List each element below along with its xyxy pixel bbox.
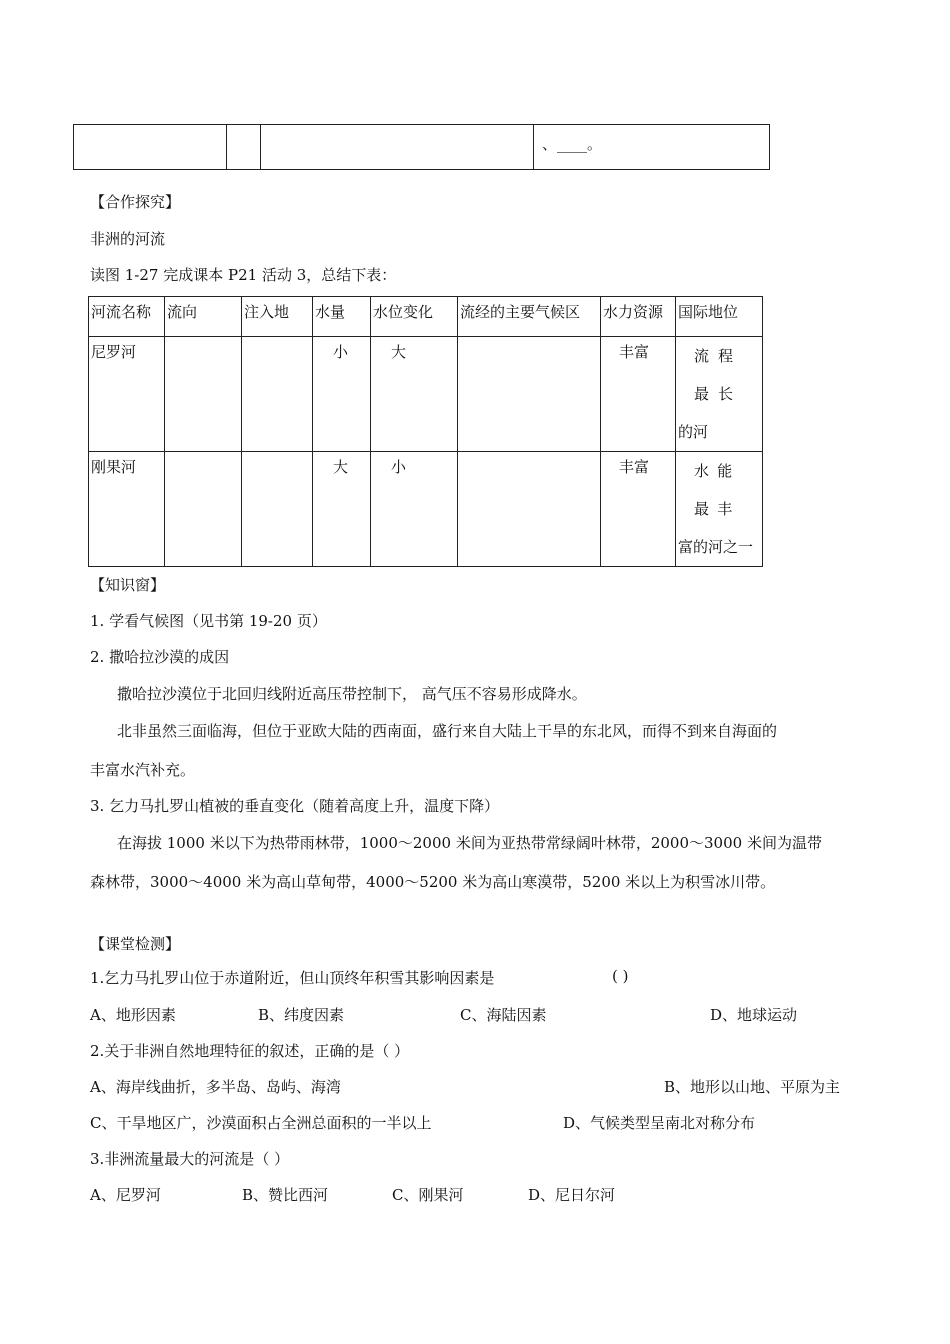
volume-value: 小	[333, 343, 349, 361]
question-1: 1.乞力马扎罗山位于赤道附近，但山顶终年积雪其影响因素是	[90, 969, 495, 987]
hydro-value: 丰富	[619, 458, 650, 476]
q2-option-a: A、海岸线曲折，多半岛、岛屿、海湾	[90, 1078, 341, 1096]
into-cell	[242, 452, 313, 567]
status-cell	[676, 452, 763, 567]
question-2: 2.关于非洲自然地理特征的叙述，正确的是（ ）	[90, 1042, 410, 1060]
river-name-cell: 刚果河	[89, 452, 165, 567]
knowledge-item-2: 2. 撒哈拉沙漠的成因	[90, 648, 230, 666]
section-heading-check: 【课堂检测】	[90, 935, 181, 953]
header-cell: 水位变化	[371, 297, 458, 337]
q3-option-a: A、尼罗河	[90, 1186, 161, 1204]
table-cell	[74, 125, 227, 170]
knowledge-paragraph: 丰富水汽补充。	[90, 761, 196, 779]
header-cell: 流向	[165, 297, 242, 337]
level-change-value: 小	[391, 458, 407, 476]
blank-text: 、____。	[542, 135, 603, 153]
volume-value: 大	[333, 458, 349, 476]
table-row	[89, 452, 763, 567]
level-change-value: 大	[391, 343, 407, 361]
status-line: 的河	[678, 423, 709, 441]
table-header-row	[89, 297, 763, 337]
q3-option-c: C、刚果河	[392, 1186, 464, 1204]
table-cell	[534, 125, 770, 170]
knowledge-paragraph: 撒哈拉沙漠位于北回归线附近高压带控制下， 高气压不容易形成降水。	[117, 685, 587, 703]
q1-option-b: B、纬度因素	[258, 1006, 345, 1024]
knowledge-item-3: 3. 乞力马扎罗山植被的垂直变化（随着高度上升，温度下降）	[90, 797, 500, 815]
table-cell	[261, 125, 534, 170]
table-cell	[227, 125, 261, 170]
q2-option-b: B、地形以山地、平原为主	[664, 1078, 841, 1096]
q1-option-c: C、海陆因素	[460, 1006, 547, 1024]
africa-rivers-title: 非洲的河流	[90, 230, 166, 248]
level-change-cell	[371, 452, 458, 567]
q3-option-b: B、赞比西河	[242, 1186, 329, 1204]
q2-option-d: D、气候类型呈南北对称分布	[563, 1114, 756, 1132]
status-line: 水能最丰	[694, 462, 741, 518]
header-cell: 水力资源	[601, 297, 676, 337]
hydro-cell	[601, 452, 676, 567]
flow-cell	[165, 337, 242, 452]
level-change-cell	[371, 337, 458, 452]
knowledge-item-1: 1. 学看气候图（见书第 19-20 页）	[90, 612, 327, 630]
status-line: 富的河之一	[678, 538, 754, 556]
rivers-table	[88, 296, 763, 567]
volume-cell	[313, 337, 371, 452]
question-1-paren: ( )	[612, 967, 629, 985]
climate-cell	[458, 452, 601, 567]
into-cell	[242, 337, 313, 452]
q2-option-c: C、干旱地区广，沙漠面积占全洲总面积的一半以上	[90, 1114, 432, 1132]
q1-option-d: D、地球运动	[710, 1006, 798, 1024]
header-cell: 水量	[313, 297, 371, 337]
table-row	[74, 125, 770, 170]
status-line: 流程最长	[694, 347, 743, 403]
table-row	[89, 337, 763, 452]
header-cell: 注入地	[242, 297, 313, 337]
question-3: 3.非洲流量最大的河流是（ ）	[90, 1150, 290, 1168]
instruction-text: 读图 1-27 完成课本 P21 活动 3，总结下表：	[90, 266, 397, 284]
climate-cell	[458, 337, 601, 452]
q1-option-a: A、地形因素	[90, 1006, 176, 1024]
header-cell: 流经的主要气候区	[458, 297, 601, 337]
top-table	[73, 124, 770, 170]
hydro-cell	[601, 337, 676, 452]
knowledge-paragraph: 北非虽然三面临海，但位于亚欧大陆的西南面，盛行来自大陆上干旱的东北风，而得不到来自海面的	[117, 722, 778, 740]
river-name-cell: 尼罗河	[89, 337, 165, 452]
header-cell: 国际地位	[676, 297, 763, 337]
section-heading-cooperative: 【合作探究】	[90, 193, 181, 211]
knowledge-paragraph: 在海拔 1000 米以下为热带雨林带，1000～2000 米间为亚热带常绿阔叶林带，2000～3000 米间为温带	[117, 834, 822, 852]
knowledge-paragraph: 森林带，3000～4000 米为高山草甸带，4000～5200 米为高山寒漠带，5200 米以上为积雪冰川带。	[90, 873, 776, 891]
flow-cell	[165, 452, 242, 567]
header-cell: 河流名称	[89, 297, 165, 337]
volume-cell	[313, 452, 371, 567]
q3-option-d: D、尼日尔河	[528, 1186, 616, 1204]
hydro-value: 丰富	[619, 343, 650, 361]
section-heading-knowledge: 【知识窗】	[90, 576, 166, 594]
status-cell	[676, 337, 763, 452]
